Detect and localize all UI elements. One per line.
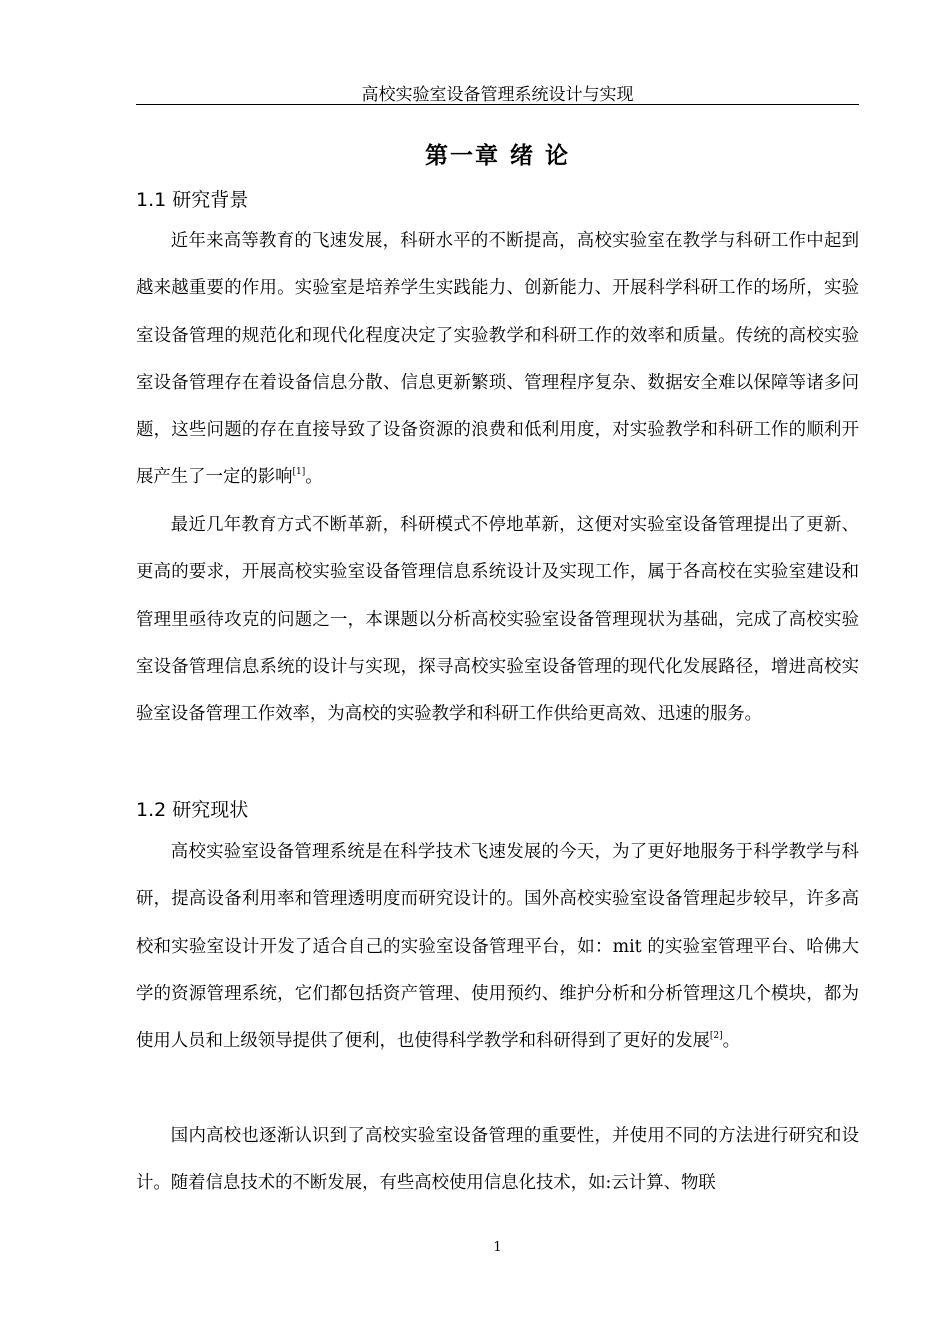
paragraph-text: 近年来高等教育的飞速发展，科研水平的不断提高，高校实验室在教学与科研工作中起到越来越重要的作用。实验室是培养学生实践能力、创新能力、开展科学科研工作的场所，实验室设备管理的规范化和现代化程度决定了实验教学和科研工作的效率和质量。传统的高校实验室设备管理存在着设备信息分散、信息更新繁琐、管理程序复杂、数据安全难以保障等诸多问题，这些问题的存在直接导致了设备资源的浪费和低利用度，对实验教学和科研工作的顺利开展产生了一定的影响 (136, 231, 859, 488)
running-header: 高校实验室设备管理系统设计与实现 (361, 85, 634, 105)
paragraph-end: 。 (722, 1031, 741, 1052)
paragraph-background-2 (136, 502, 859, 738)
paragraph-end: 。 (305, 467, 323, 488)
citation-ref: [2] (709, 1031, 723, 1042)
page-number: 1 (493, 1240, 502, 1255)
section-heading-1-1: 1.1 研究背景 (136, 189, 249, 211)
citation-ref: [1] (292, 467, 306, 478)
paragraph-status-2 (136, 1113, 859, 1208)
paragraph-text: 国内高校也逐渐认识到了高校实验室设备管理的重要性，并使用不同的方法进行研究和设计。随着信息技术的不断发展，有些高校使用信息化技术，如:云计算、物联 (136, 1126, 859, 1194)
section-heading-1-2: 1.2 研究现状 (136, 799, 249, 821)
paragraph-text: 高校实验室设备管理系统是在科学技术飞速发展的今天，为了更好地服务于科学教学与科研，提高设备利用率和管理透明度而研究设计的。国外高校实验室设备管理起步较早，许多高校和实验室设计开发了适合自己的实验室设备管理平台，如：mit 的实验室管理平台、哈佛大学的资源管理系统，它们都包括资产管理、使用预约、维护分析和分析管理这几个模块，都为使用人员和上级领导提供了便利，也使得科学教学和科研得到了更好的发展 (136, 842, 859, 1052)
paragraph-text: 最近几年教育方式不断革新，科研模式不停地革新，这便对实验室设备管理提出了更新、更高的要求，开展高校实验室设备管理信息系统设计及实现工作，属于各高校在实验室建设和管理里亟待攻克的问题之一，本课题以分析高校实验室设备管理现状为基础，完成了高校实验室设备管理信息系统的设计与实现，探寻高校实验室设备管理的现代化发展路径，增进高校实验室设备管理工作效率，为高校的实验教学和科研工作供给更高效、迅速的服务。 (136, 515, 859, 725)
paragraph-status-1 (136, 829, 859, 1065)
chapter-title: 第一章 绪 论 (424, 143, 570, 169)
header-rule (136, 104, 859, 105)
paragraph-background-1 (136, 218, 859, 502)
